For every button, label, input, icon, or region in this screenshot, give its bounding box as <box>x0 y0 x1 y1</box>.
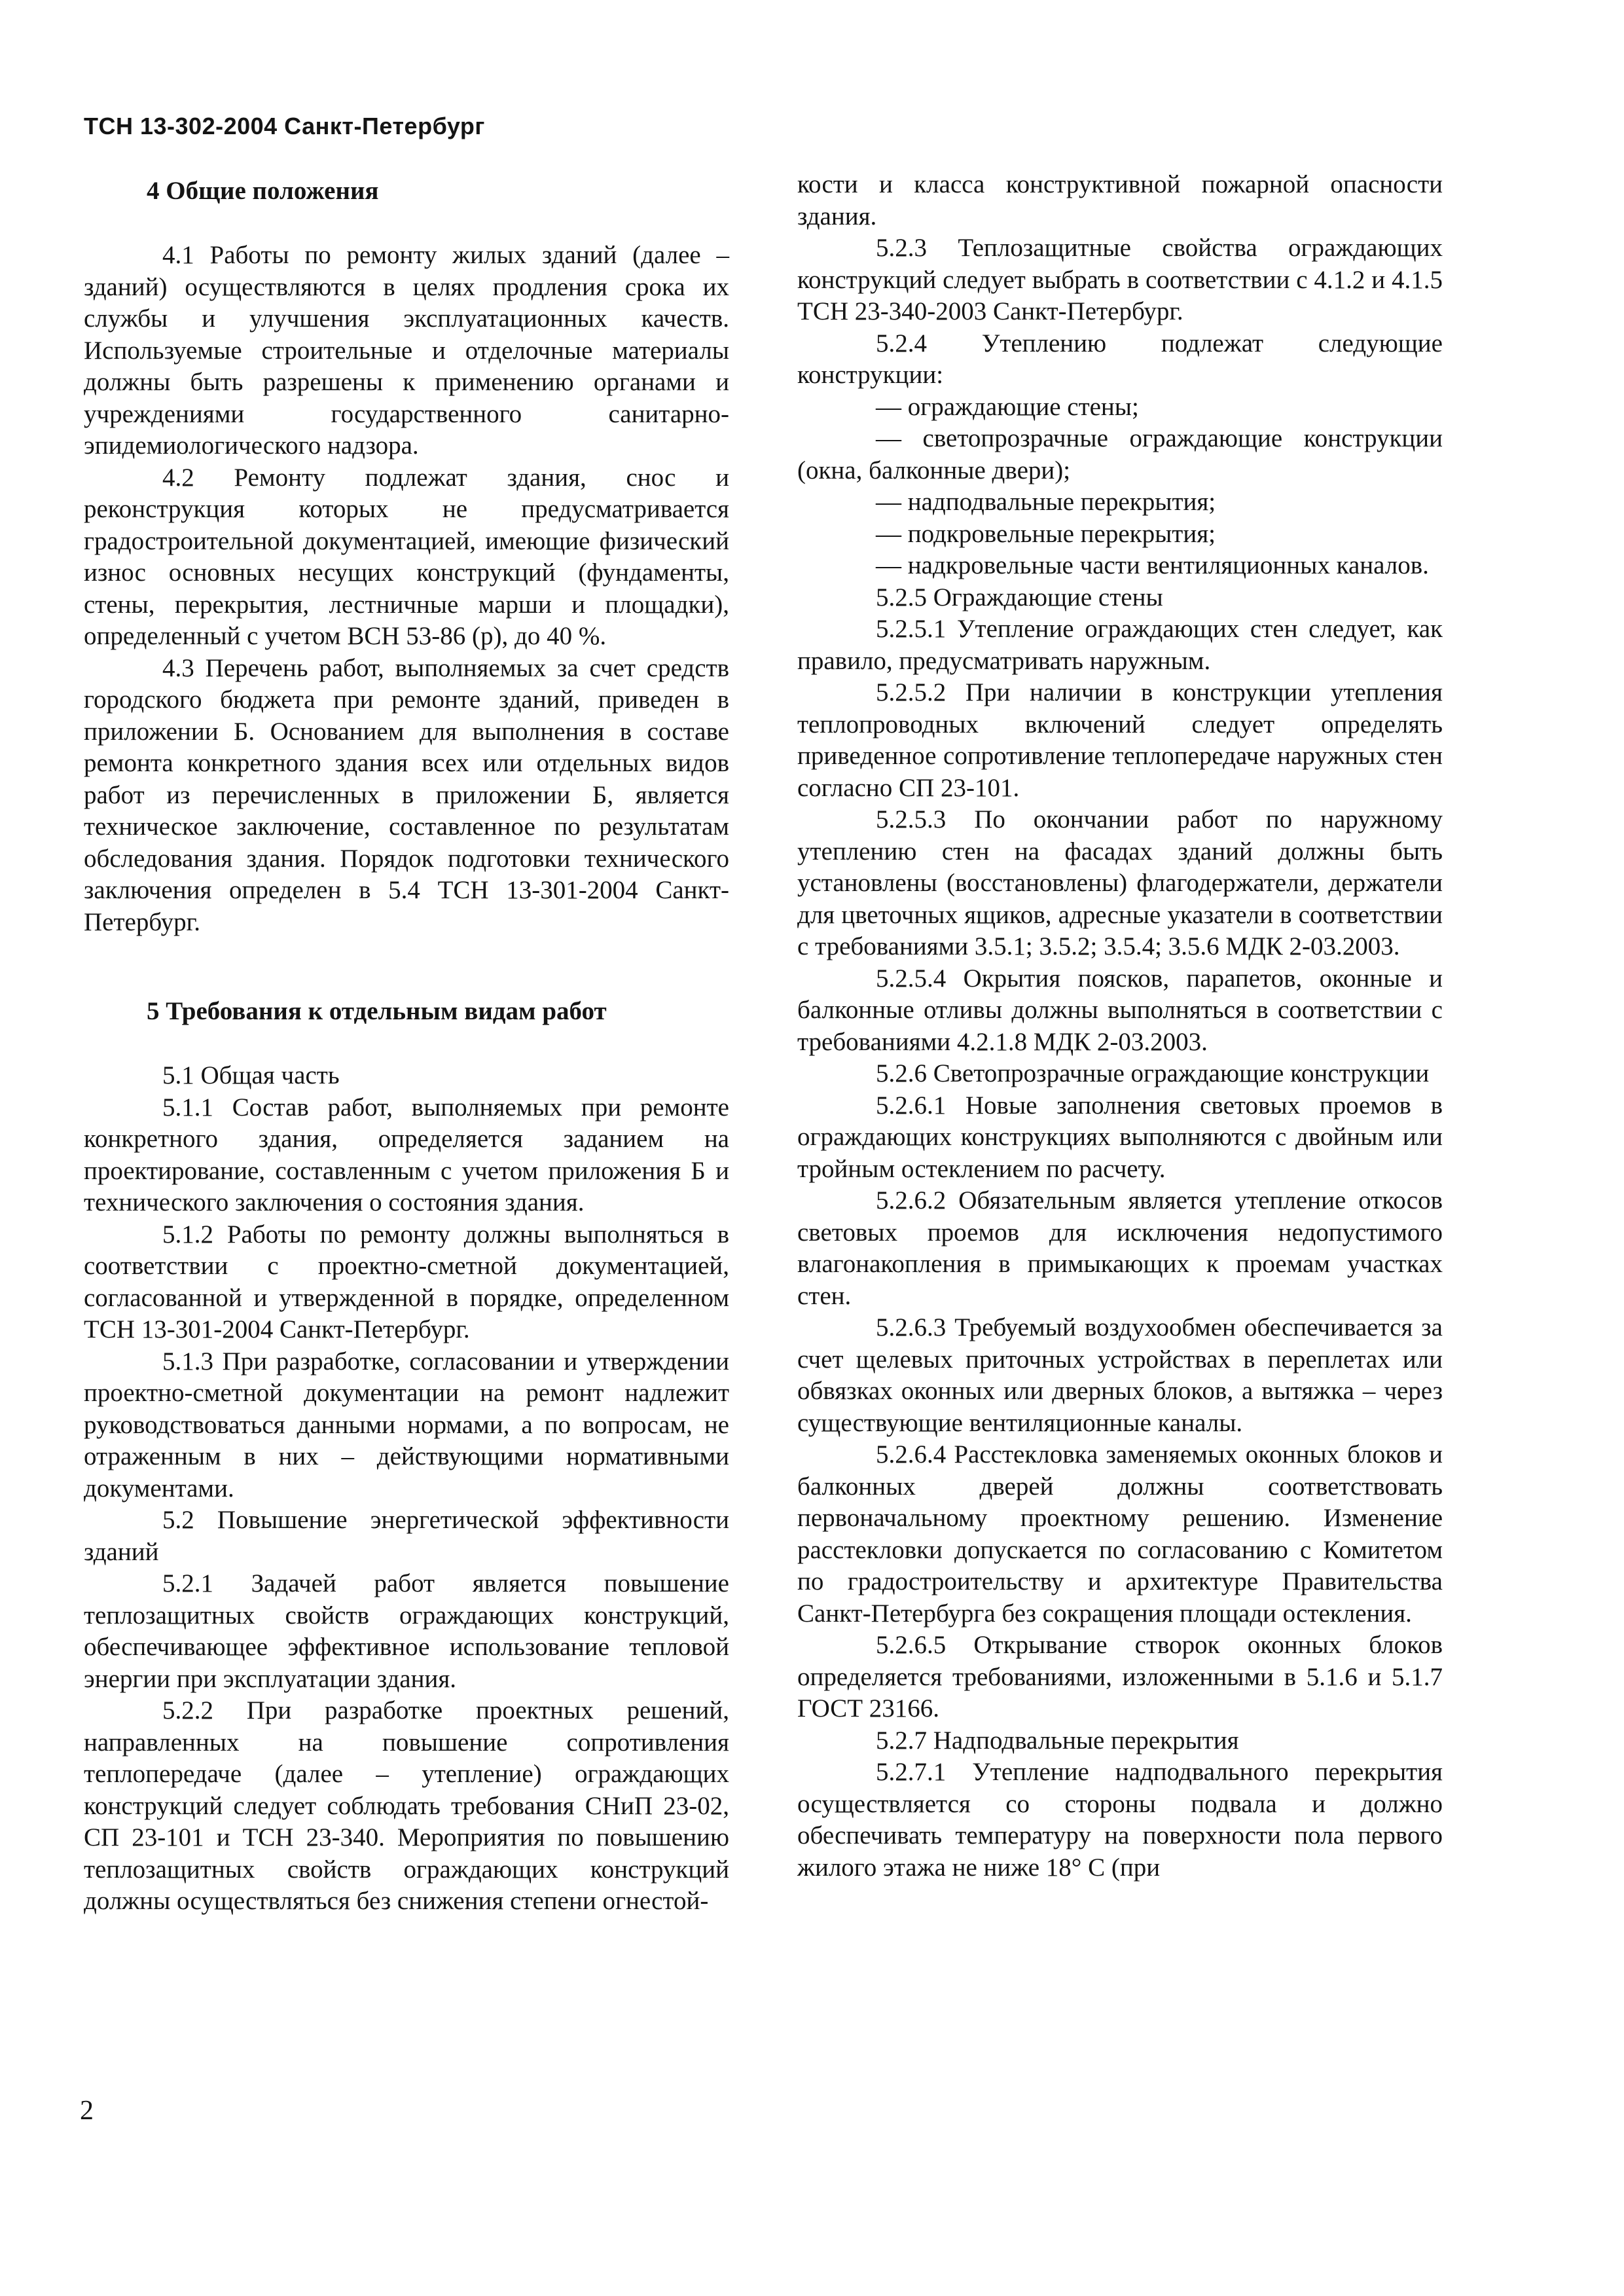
paragraph-5-2-7-1: 5.2.7.1 Утепление надподвального перекрытия осуществляется со стороны подвала и должно обеспечивать температуру на поверхности пола первого жилого этажа не ниже 18° С (при <box>797 1758 1443 1882</box>
paragraph-5-2-6-2: 5.2.6.2 Обязательным является утепление откосов световых проемов для исключения недопустимого влагонакопления в примыкающих к проемам участках стен. <box>797 1186 1443 1310</box>
paragraph-5-2-5-2: 5.2.5.2 При наличии в конструкции утепления теплопроводных включений следует определять приведенное сопротивление теплопередаче наружных стен согласно СП 23-101. <box>797 678 1443 802</box>
paragraph-5-1-1: 5.1.1 Состав работ, выполняемых при ремонте конкретного здания, определяется заданием на проектирование, составленным с учетом приложения Б и технического заключения о состояния здания. <box>84 1093 729 1216</box>
paragraph-5-1: 5.1 Общая часть <box>162 1061 340 1089</box>
paragraph-5-2-3: 5.2.3 Теплозащитные свойства ограждающих конструкций следует выбрать в соответствии с 4.1.2 и 4.1.5 ТСН 23-340-2003 Санкт-Петербург. <box>797 234 1443 325</box>
paragraph-5-2-6: 5.2.6 Светопрозрачные ограждающие конструкции <box>876 1059 1430 1087</box>
list-item: — надкровельные части вентиляционных каналов. <box>876 551 1429 579</box>
running-header: ТСН 13-302-2004 Санкт-Петербург <box>84 113 485 139</box>
paragraph-5-2-6-4: 5.2.6.4 Расстекловка заменяемых оконных блоков и балконных дверей должны соответствовать первоначальному проектному решению. Изменение расстекловки допускается по согласованию с Комитетом по градостроительству и архитектуре Правительства Санкт-Петербурга без сокращения площади остекления. <box>797 1440 1443 1628</box>
paragraph-5-2-7: 5.2.7 Надподвальные перекрытия <box>876 1726 1239 1755</box>
list-item: — надподвальные перекрытия; <box>876 488 1216 516</box>
paragraph-4-3: 4.3 Перечень работ, выполняемых за счет средств городского бюджета при ремонте зданий, приведен в приложении Б. Основанием для выполнения в составе ремонта конкретного здания всех или отдельных видов работ из перечисленных в приложении Б, является техническое заключение, составленное по результатам обследования здания. Порядок подготовки технического заключения определен в 5.4 ТСН 13-301-2004 Санкт-Петербург. <box>84 653 729 936</box>
section-4-heading: 4 Общие положения <box>147 177 379 205</box>
paragraph-4-1: 4.1 Работы по ремонту жилых зданий (далее – зданий) осуществляются в целях продления срока их службы и улучшения эксплуатационных качеств. Используемые строительные и отделочные материалы должны быть разрешены к применению органами и учреждениями государственного санитарно-эпидемиологического надзора. <box>84 241 729 460</box>
paragraph-5-2-2: 5.2.2 При разработке проектных решений, направленных на повышение сопротивления теплопередаче (далее – утепление) ограждающих конструкций следует соблюдать требования СНиП 23-02, СП 23-101 и ТСН 23-340. Мероприятия по повышению теплозащитных свойств ограждающих конструкций должны осуществляться без снижения степени огнестой- <box>84 1696 729 1915</box>
right-column <box>797 169 1443 1884</box>
paragraph-5-2: 5.2 Повышение энергетической эффективности зданий <box>84 1506 729 1566</box>
left-column <box>84 175 729 1918</box>
paragraph-5-2-5-1: 5.2.5.1 Утепление ограждающих стен следует, как правило, предусматривать наружным. <box>797 615 1443 675</box>
paragraph-5-2-6-5: 5.2.6.5 Открывание створок оконных блоков определяется требованиями, изложенными в 5.1.6 и 5.1.7 ГОСТ 23166. <box>797 1631 1443 1722</box>
paragraph-continuation: кости и класса конструктивной пожарной опасности здания. <box>797 170 1443 230</box>
list-item: — ограждающие стены; <box>876 392 1139 421</box>
paragraph-5-2-5: 5.2.5 Ограждающие стены <box>876 583 1163 611</box>
paragraph-5-1-2: 5.1.2 Работы по ремонту должны выполняться в соответствии с проектно-сметной документацией, согласованной и утвержденной в порядке, определенном ТСН 13-301-2004 Санкт-Петербург. <box>84 1220 729 1343</box>
list-item: — светопрозрачные ограждающие конструкции (окна, балконные двери); <box>797 424 1443 484</box>
page-number: 2 <box>80 2096 94 2126</box>
paragraph-5-2-5-3: 5.2.5.3 По окончании работ по наружному утеплению стен на фасадах зданий должны быть установлены (восстановлены) флагодержатели, держатели для цветочных ящиков, адресные указатели в соответствии с требованиями 3.5.1; 3.5.2; 3.5.4; 3.5.6 МДК 2-03.2003. <box>797 805 1443 960</box>
section-5-heading: 5 Требования к отдельным видам работ <box>147 997 607 1025</box>
paragraph-5-2-5-4: 5.2.5.4 Окрытия поясков, парапетов, оконные и балконные отливы должны выполняться в соответствии с требованиями 4.2.1.8 МДК 2-03.2003. <box>797 964 1443 1056</box>
paragraph-5-2-6-1: 5.2.6.1 Новые заполнения световых проемов в ограждающих конструкциях выполняются с двойным или тройным остеклением по расчету. <box>797 1091 1443 1183</box>
paragraph-4-2: 4.2 Ремонту подлежат здания, снос и реконструкция которых не предусматривается градостроительной документацией, имеющие физический износ основных несущих конструкций (фундаменты, стены, перекрытия, лестничные марши и площадки), определенный с учетом ВСН 53-86 (р), до 40 %. <box>84 463 729 650</box>
paragraph-5-2-4: 5.2.4 Утеплению подлежат следующие конструкции: <box>797 329 1443 389</box>
paragraph-5-1-3: 5.1.3 При разработке, согласовании и утверждении проектно-сметной документации на ремонт надлежит руководствоваться данными нормами, а по вопросам, не отраженным в них – действующими нормативными документами. <box>84 1347 729 1503</box>
list-item: — подкровельные перекрытия; <box>876 519 1216 548</box>
paragraph-5-2-6-3: 5.2.6.3 Требуемый воздухообмен обеспечивается за счет щелевых приточных устройствах в переплетах или обвязках оконных или дверных блоков, а вытяжка – через существующие вентиляционные каналы. <box>797 1313 1443 1437</box>
paragraph-5-2-1: 5.2.1 Задачей работ является повышение теплозащитных свойств ограждающих конструкций, обеспечивающее эффективное использование тепловой энергии при эксплуатации здания. <box>84 1569 729 1693</box>
